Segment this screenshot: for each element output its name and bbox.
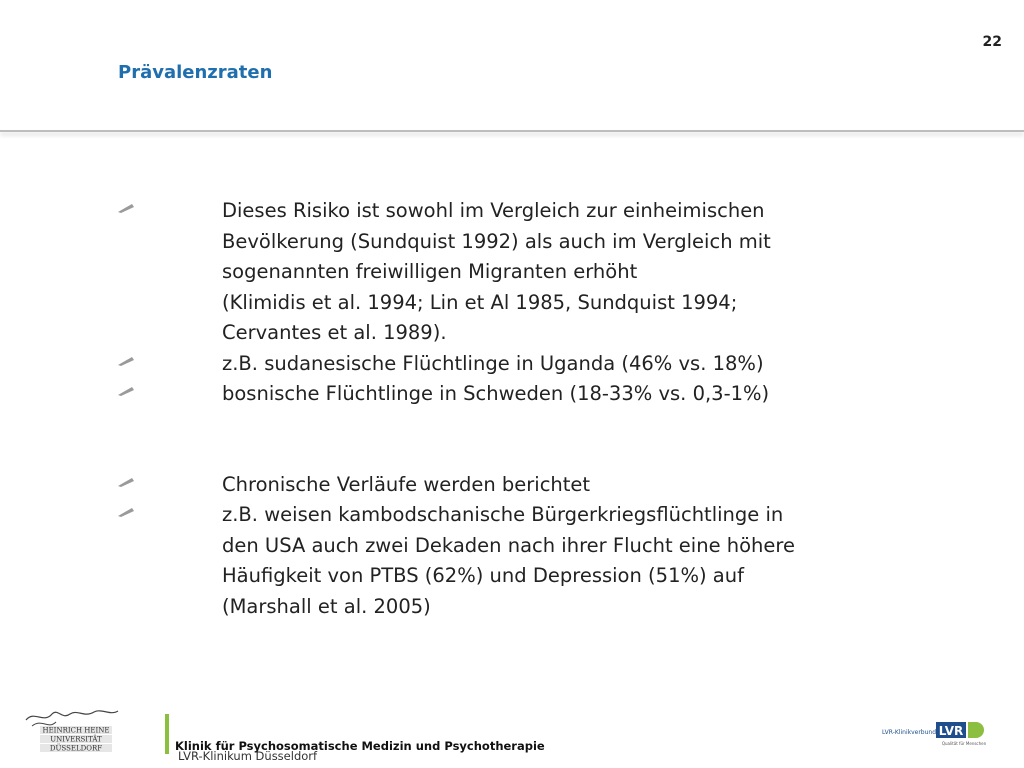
lvr-logo-small-text: LVR-Klinikverbund (882, 729, 937, 736)
footer-accent-bar (165, 714, 169, 754)
university-logo (22, 708, 122, 754)
slide-title: Prävalenzraten (118, 62, 273, 83)
bullet-arrow-icon (118, 507, 134, 517)
header-divider (0, 130, 1024, 132)
lvr-logo-tagline: Qualität für Menschen (941, 741, 987, 746)
university-logo-line-3: DÜSSELDORF (49, 744, 103, 753)
bullet-item (118, 470, 998, 501)
bullet-line: Bevölkerung (Sundquist 1992) als auch im Vergleich mit (222, 229, 771, 253)
bullet-arrow-icon (118, 356, 134, 366)
bullet-item (118, 196, 998, 349)
bullet-arrow-icon (118, 386, 134, 396)
bullet-line: sogenannten freiwilligen Migranten erhöht (222, 260, 638, 283)
bullet-line: Chronische Verläufe werden berichtet (222, 472, 591, 496)
bullet-item (118, 379, 998, 410)
bullet-line: bosnische Flüchtlinge in Schweden (18-33% vs. 0,3-1%) (222, 382, 770, 405)
bullet-group (118, 196, 998, 410)
bullet-line: den USA auch zwei Dekaden nach ihrer Flucht eine höhere (222, 533, 795, 557)
lvr-logo-text: LVR (938, 724, 964, 738)
page-number: 22 (982, 34, 1002, 50)
lvr-logo (880, 718, 990, 748)
bullet-group (118, 470, 998, 623)
bullet-line: (Marshall et al. 2005) (222, 594, 431, 618)
footer-hospital-name: LVR-Klinikum Düsseldorf (178, 749, 318, 763)
bullet-item (118, 500, 998, 622)
bullet-line: Dieses Risiko ist sowohl im Vergleich zur einheimischen (222, 199, 765, 222)
university-logo-line-1: HEINRICH HEINE (42, 726, 110, 735)
bullet-list (118, 196, 998, 622)
bullet-line: z.B. weisen kambodschanische Bürgerkriegsflüchtlinge in (222, 503, 784, 526)
bullet-item (118, 349, 998, 380)
bullet-arrow-icon (118, 477, 134, 487)
bullet-line: Häufigkeit von PTBS (62%) und Depression (51%) auf (222, 564, 744, 587)
bullet-line: Cervantes et al. 1989). (222, 321, 447, 344)
university-logo-line-2: UNIVERSITÄT (50, 735, 102, 744)
bullet-line: (Klimidis et al. 1994; Lin et Al 1985, Sundquist 1994; (222, 290, 738, 314)
footer-clinic-name: Klinik für Psychosomatische Medizin und Psychotherapie (175, 739, 545, 753)
bullet-arrow-icon (118, 203, 134, 213)
bullet-line: z.B. sudanesische Flüchtlinge in Uganda (46% vs. 18%) (222, 351, 764, 375)
